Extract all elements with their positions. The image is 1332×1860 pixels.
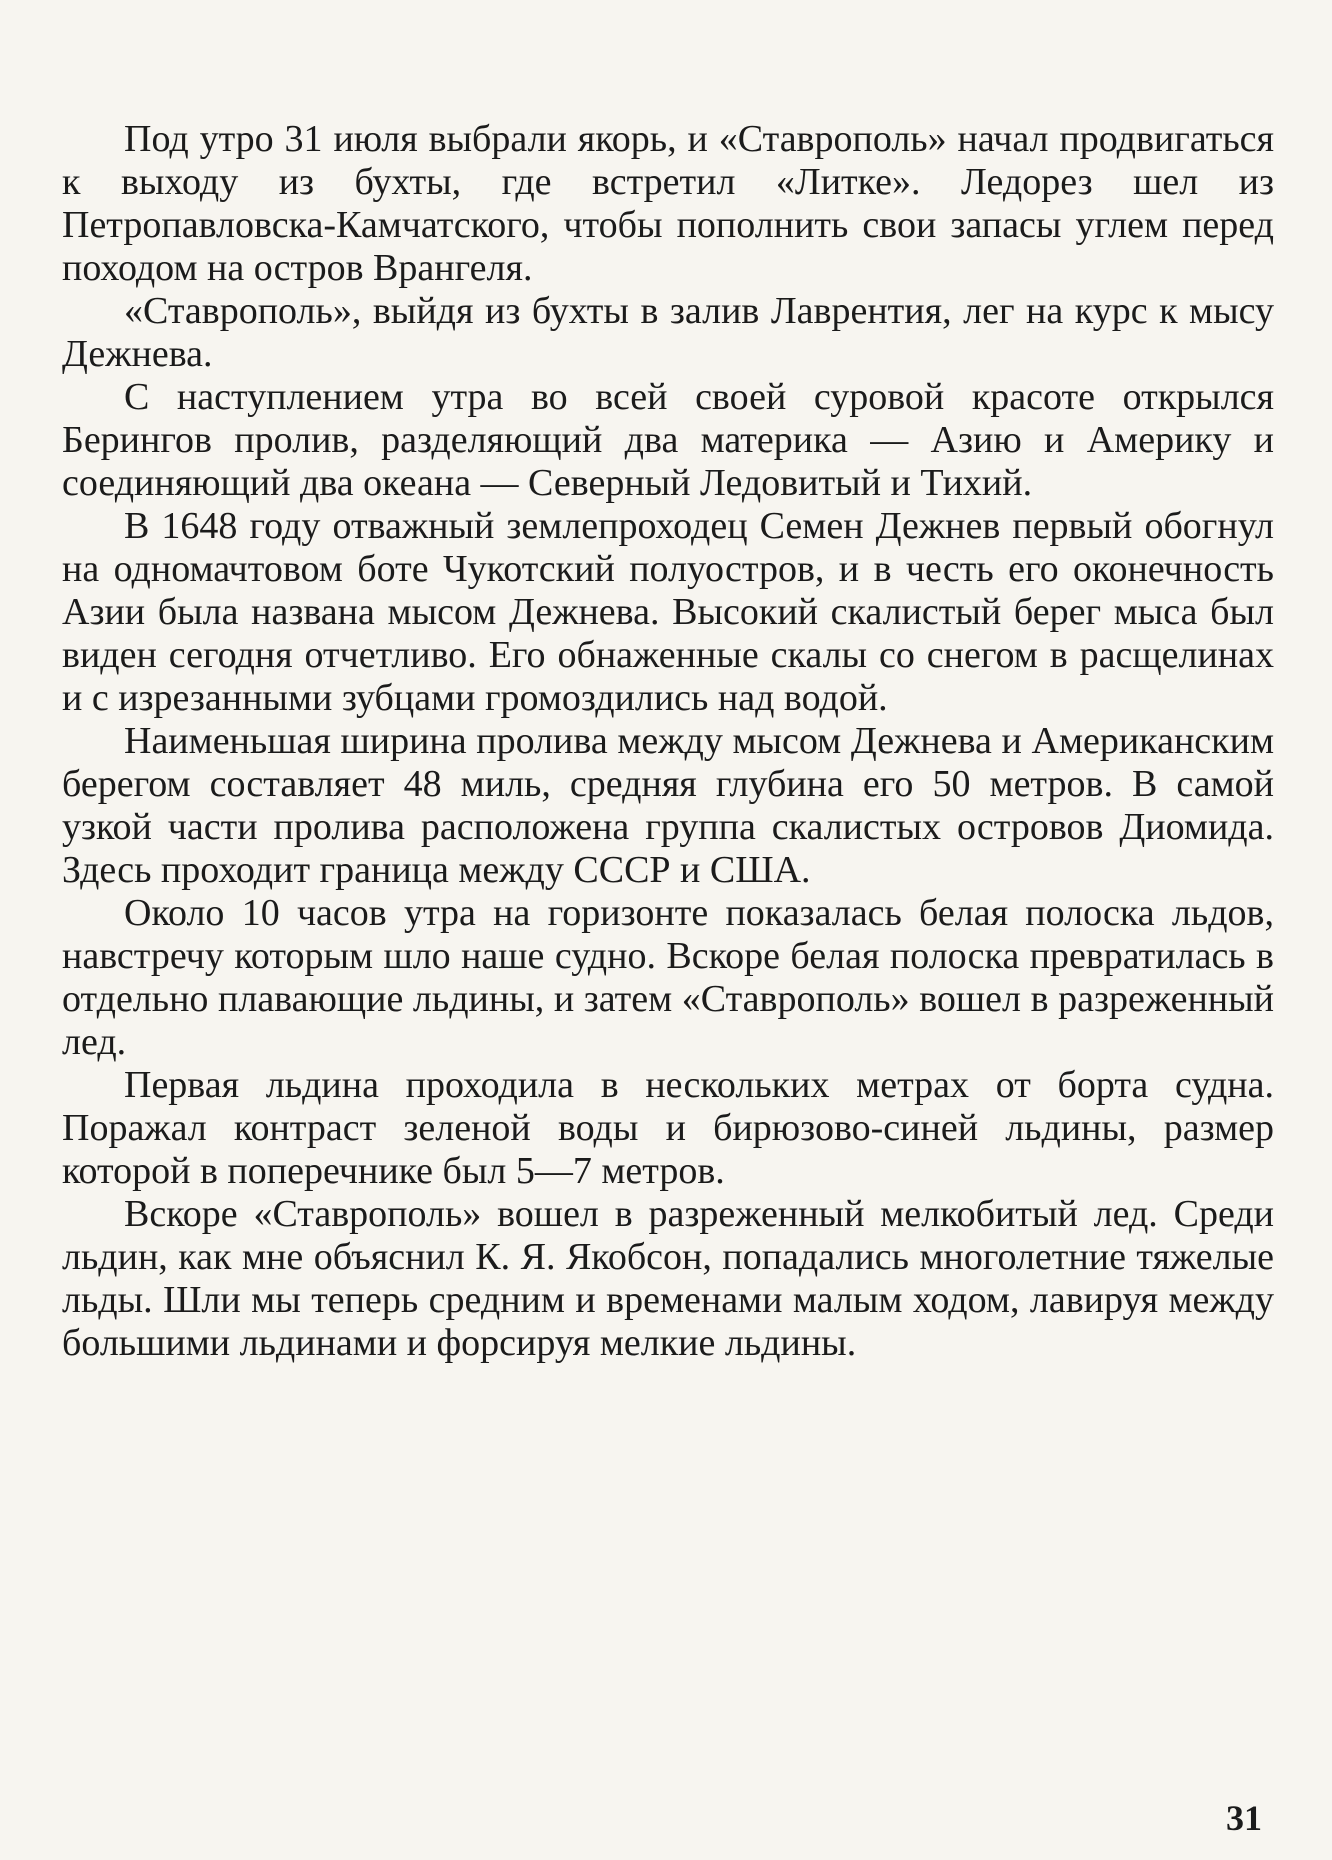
paragraph-5: Наименьшая ширина пролива между мысом Дежнева и Американским берегом составляет 48 миль, средняя глубина его 50 метров. В самой узкой части пролива расположена группа скалистых островов Диомида. Здесь проходит граница между СССР и США.: [62, 720, 1274, 891]
paragraph-6: Около 10 часов утра на горизонте показалась белая полоска льдов, навстречу которым шло наше судно. Вскоре белая полоска превратилась в отдельно плавающие льдины, и затем «Ставрополь» вошел в разреженный лед.: [62, 892, 1274, 1063]
paragraph-7: Первая льдина проходила в нескольких метрах от борта судна. Поражал контраст зеленой воды и бирюзово-синей льдины, размер которой в поперечнике был 5—7 метров.: [62, 1064, 1274, 1192]
paragraph-1: Под утро 31 июля выбрали якорь, и «Ставрополь» начал продвигаться к выходу из бухты, где встретил «Литке». Ледорез шел из Петропавловска-Камчатского, чтобы пополнить свои запасы углем перед походом на остров Врангеля.: [62, 118, 1274, 289]
paragraph-4: В 1648 году отважный землепроходец Семен Дежнев первый обогнул на одномачтовом боте Чукотский полуостров, и в честь его оконечность Азии была названа мысом Дежнева. Высокий скалистый берег мыса был виден сегодня отчетливо. Его обнаженные скалы со снегом в расщелинах и с изрезанными зубцами громоздились над водой.: [62, 505, 1274, 719]
paragraph-3: С наступлением утра во всей своей суровой красоте открылся Берингов пролив, разделяющий два материка — Азию и Америку и соединяющий два океана — Северный Ледовитый и Тихий.: [62, 376, 1274, 504]
paragraph-2: «Ставрополь», выйдя из бухты в залив Лаврентия, лег на курс к мысу Дежнева.: [62, 290, 1274, 375]
page-number: 31: [1226, 1798, 1262, 1838]
body-text: [62, 118, 1274, 1365]
paragraph-8: Вскоре «Ставрополь» вошел в разреженный мелкобитый лед. Среди льдин, как мне объяснил К. Я. Якобсон, попадались многолетние тяжелые льды. Шли мы теперь средним и временами малым ходом, лавируя между большими льдинами и форсируя мелкие льдины.: [62, 1193, 1274, 1364]
